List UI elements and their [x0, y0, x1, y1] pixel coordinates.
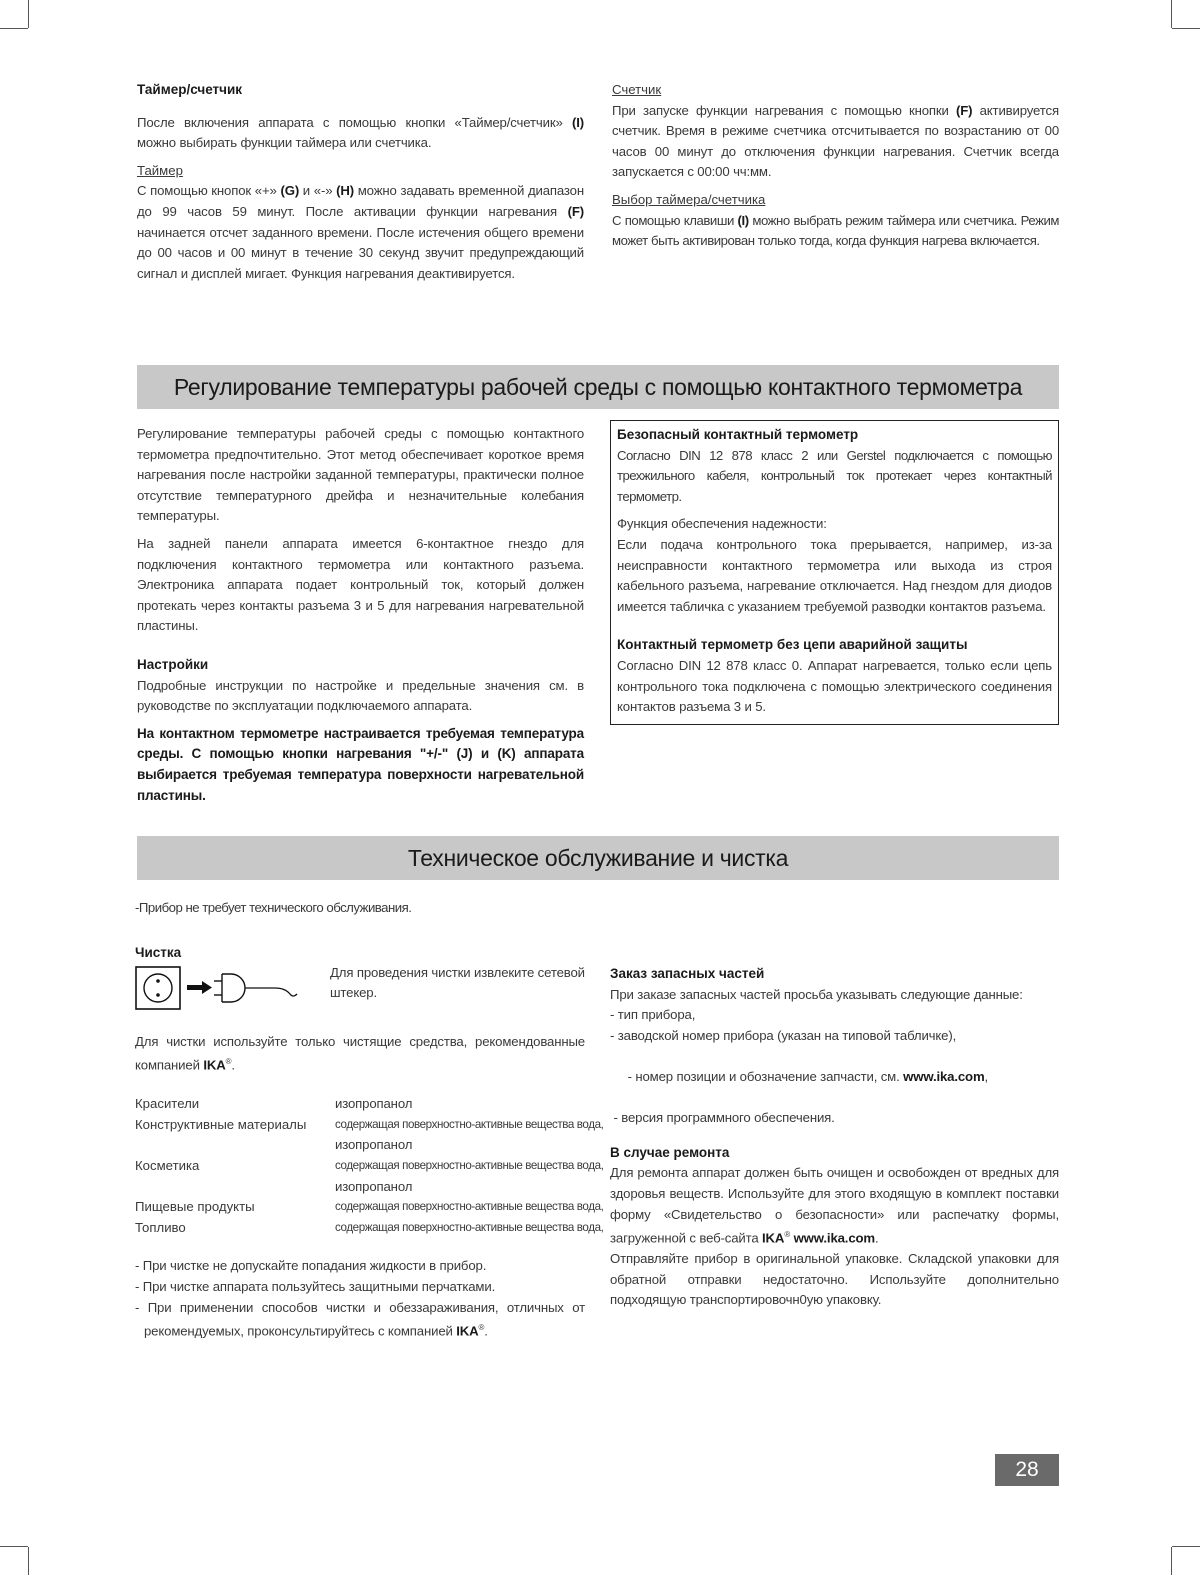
nosafe-thermometer-text: Согласно DIN 12 878 класс 0. Аппарат нагревается, только если цепь контрольного тока подключена с помощью электрического соединения контактов разъема 3 и 5. — [617, 657, 1052, 715]
cleaning-note: - При применении способов чистки и обеззараживания, отличных от рекомендуемых, проконсультируйтесь с компанией IKA®. — [135, 1299, 585, 1339]
cleaning-agents-table — [135, 1094, 604, 1238]
unplug-text: Для проведения чистки извлеките сетевой штекер. — [330, 964, 585, 1001]
timer-intro: После включения аппарата с помощью кнопки «Таймер/счетчик» (I) можно выбирать функции таймера или счетчика. — [137, 114, 584, 151]
reliability-text: Если подача контрольного тока прерывается, например, из-за неисправности контактного термометра или выхода из строя кабельного разъема, нагревание отключается. Над гнездом для диодов имеется табличка с указанием требуемой разводки контактов разъема. — [617, 536, 1052, 614]
crop-mark-tl-v — [28, 0, 29, 28]
cleaning-note: - При чистке не допускайте попадания жидкости в прибор. — [135, 1258, 487, 1274]
table-row-item: Косметика — [135, 1157, 200, 1173]
reliability-heading: Функция обеспечения надежности: — [617, 516, 827, 532]
section-title-thermometer: Регулирование температуры рабочей среды с помощью контактного термометра — [137, 365, 1059, 409]
table-row-item: Конструктивные материалы — [135, 1116, 307, 1132]
maintenance-right-column — [610, 964, 1059, 1311]
settings-bold-text: На контактном термометре настраивается требуемая температура среды. С помощью кнопки нагревания "+/-" (J) и (K) аппарата выбирается требуемая температура поверхности нагревательной пластины. — [137, 725, 584, 803]
spare-parts-heading: Заказ запасных частей — [610, 966, 765, 981]
unplug-row — [135, 964, 585, 1020]
cleaning-note: - При чистке аппарата пользуйтесь защитными перчатками. — [135, 1278, 496, 1294]
timer-right-column — [612, 80, 1059, 252]
crop-mark-bl-v — [28, 1547, 29, 1575]
cleaning-notes — [135, 1256, 585, 1342]
spare-parts-item: - номер позиции и обозначение запчасти, см. www.ika.com, — [624, 1068, 989, 1084]
timer-text: С помощью кнопок «+» (G) и «-» (H) можно задавать временной диапазон до 99 часов 59 минут. После активации функции нагревания (F) начинается отсчет заданного времени. После истечения общего времени до 00 часов и 00 минут в течение 30 секунд звучит предупреждающий сигнал и дисплей мигает. Функция нагревания деактивируется. — [137, 183, 584, 281]
thermo-intro: Регулирование температуры рабочей среды с помощью контактного термометра предпочтительно. Этот метод обеспечивает короткое время нагревания после настройки заданной температуры, практически полное отсутствие температурного дрейфа и незначительные колебания температуры. — [137, 426, 584, 524]
crop-mark-bl-h — [0, 1546, 28, 1547]
select-timer-counter-text: С помощью клавиши (I) можно выбрать режим таймера или счетчика. Режим может быть активирован только тогда, когда функция нагрева включается. — [612, 212, 1059, 249]
crop-mark-tl-h — [0, 28, 28, 29]
timer-left-column — [137, 80, 584, 284]
table-row-item: Топливо — [135, 1219, 186, 1235]
thermometer-info-box — [610, 420, 1059, 725]
repair-text: Для ремонта аппарат должен быть очищен и освобожден от вредных для здоровья веществ. Используйте для этого входящую в комплект поставки форму «Свидетельство о безопасности» или распечатку формы, загруженной с веб-сайта IKA® www.ika.com. — [610, 1165, 1059, 1246]
settings-text: Подробные инструкции по настройке и предельные значения см. в руководстве по эксплуатации подключаемого аппарата. — [137, 677, 584, 714]
thermo-socket-text: На задней панели аппарата имеется 6-контактное гнездо для подключения контактного термометра или контактного разъема. Электроника аппарата подает контрольный ток, который должен протекать через контакты разъема 3 и 5 для нагревания нагревательной пластины. — [137, 535, 584, 634]
settings-heading: Настройки — [137, 656, 209, 672]
spare-parts-item: - версия программного обеспечения. — [610, 1110, 835, 1126]
cleaning-agents-text: Для чистки используйте только чистящие средства, рекомендованные компанией IKA®. — [135, 1033, 585, 1073]
repair-shipping-text: Отправляйте прибор в оригинальной упаковке. Складской упаковки для обратной отправки недостаточно. Используйте дополнительно подходящую транспортировочн0ую упаковку. — [610, 1251, 1059, 1308]
table-row-item: Пищевые продукты — [135, 1199, 255, 1215]
cleaning-heading: Чистка — [135, 945, 182, 960]
spare-parts-item: - тип прибора, — [610, 1007, 696, 1023]
select-timer-counter-subheading: Выбор таймера/счетчика — [612, 191, 766, 207]
spare-parts-intro: При заказе запасных частей просьба указывать следующие данные: — [610, 986, 1023, 1002]
timer-subheading: Таймер — [137, 162, 183, 178]
ika-website-link[interactable]: www.ika.com — [793, 1230, 875, 1246]
table-row-item: Красители — [135, 1096, 200, 1112]
counter-subheading: Счетчик — [612, 82, 662, 97]
unplug-socket-icon — [135, 966, 305, 1010]
table-row-agent: изопропанол — [335, 1096, 413, 1112]
section-title-maintenance: Техническое обслуживание и чистка — [137, 836, 1059, 880]
spare-parts-item: - заводской номер прибора (указан на типовой табличке), — [610, 1027, 957, 1043]
table-row-agent: содержащая поверхностно-активные вещества вода, — [335, 1220, 604, 1234]
timer-counter-heading: Таймер/счетчик — [137, 82, 243, 97]
thermo-left-column — [137, 424, 584, 806]
crop-mark-br-v — [1171, 1547, 1172, 1575]
crop-mark-br-h — [1172, 1546, 1200, 1547]
no-maintenance-note: -Прибор не требует технического обслуживания. — [135, 900, 412, 915]
cleaning-column — [135, 943, 604, 1342]
table-row-agent: содержащая поверхностно-активные вещества вода, — [335, 1158, 604, 1172]
page-number: 28 — [995, 1454, 1059, 1486]
table-row-agent: содержащая поверхностно-активные вещества вода, — [335, 1200, 604, 1214]
counter-text: При запуске функции нагревания с помощью кнопки (F) активируется счетчик. Время в режиме счетчика отсчитывается по возрастанию от 00 часов 00 минут до отключения функции нагревания. Счетчик всегда запускается с 00:00 чч:мм. — [612, 102, 1059, 180]
crop-mark-tr-h — [1172, 28, 1200, 29]
repair-heading: В случае ремонта — [610, 1144, 730, 1160]
safe-thermometer-text: Согласно DIN 12 878 класс 2 или Gerstel подключается с помощью трехжильного кабеля, контрольный ток протекает через контактный термометр. — [617, 447, 1052, 504]
ika-website-link[interactable]: www.ika.com — [903, 1068, 985, 1084]
nosafe-thermometer-heading: Контактный термометр без цепи аварийной защиты — [617, 637, 968, 653]
table-row-agent: содержащая поверхностно-активные вещества вода, — [335, 1117, 604, 1131]
crop-mark-tr-v — [1171, 0, 1172, 28]
safe-thermometer-heading: Безопасный контактный термометр — [617, 427, 859, 442]
table-row-agent-cont: изопропанол — [335, 1137, 413, 1153]
table-row-agent-cont: изопропанол — [335, 1178, 413, 1194]
